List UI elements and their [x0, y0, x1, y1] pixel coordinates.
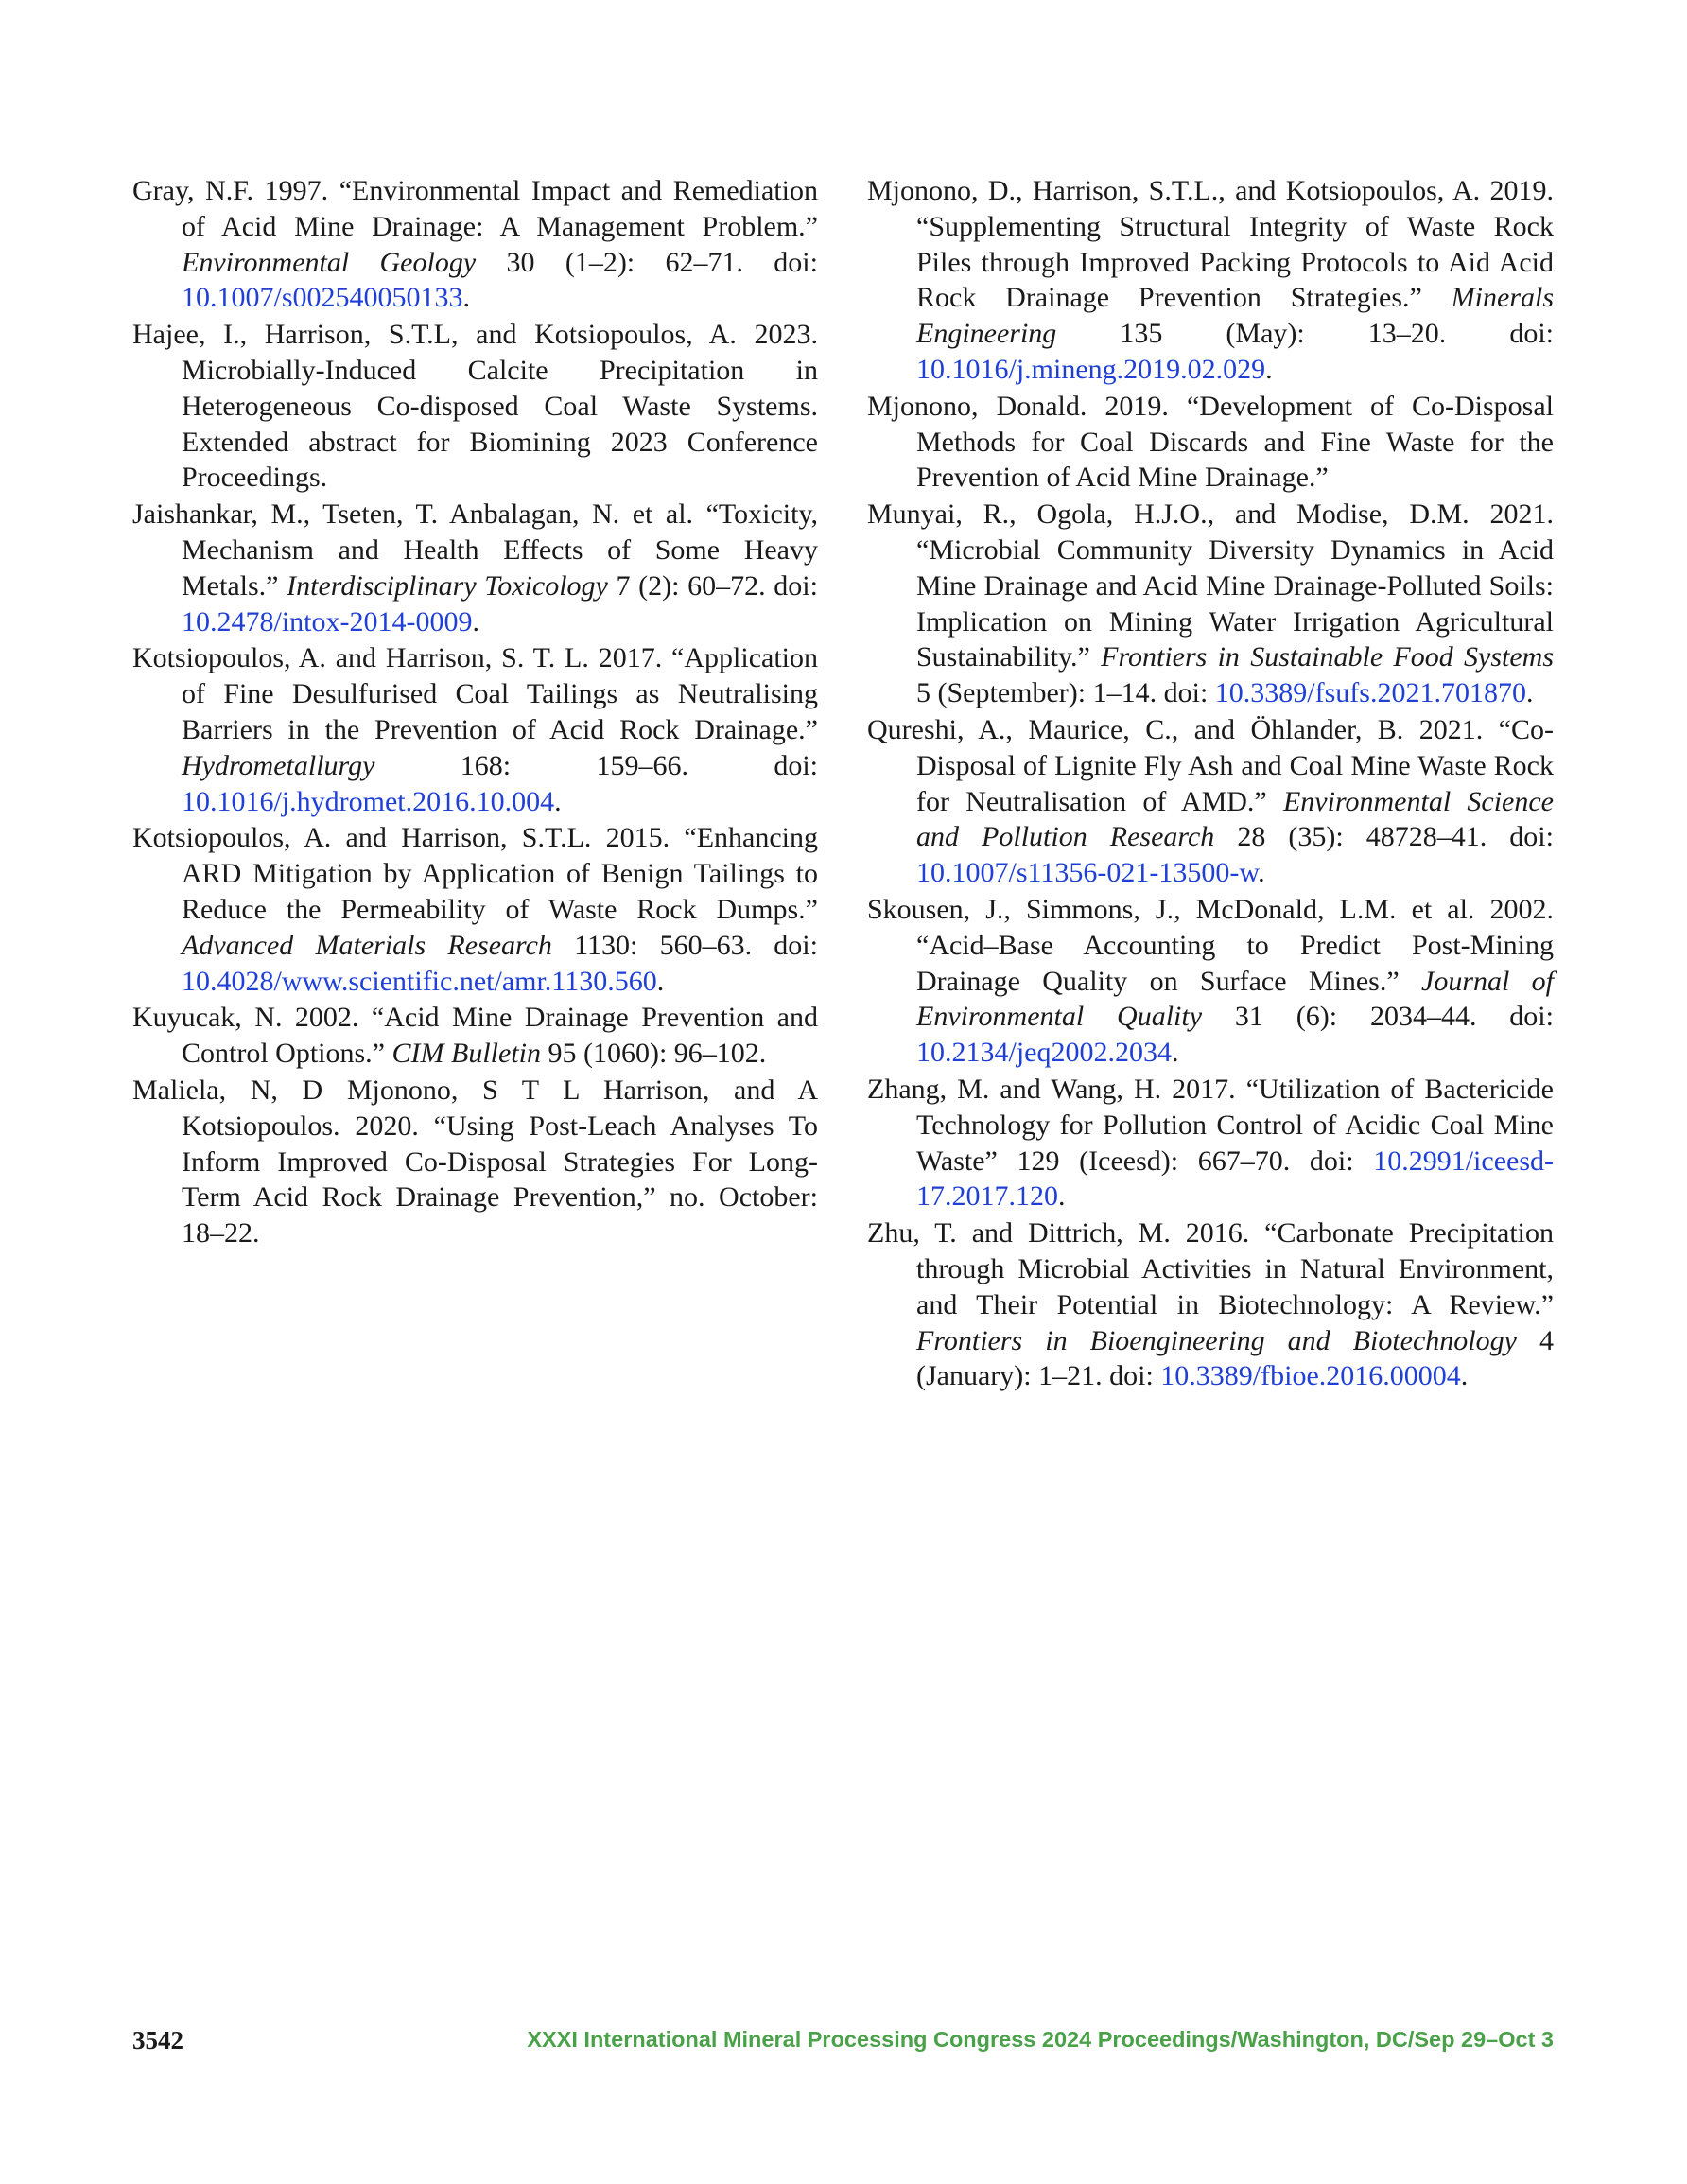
- reference-end-punctuation: .: [462, 282, 471, 314]
- reference-end-punctuation: .: [1525, 677, 1534, 709]
- reference-end-punctuation: .: [472, 605, 479, 638]
- reference-text: Munyai, R., Ogola, H.J.O., and Modise, D.M. 2021. “Microbial Community Diversity Dynamics in Acid Mine Drainage and Acid Mine Drainage-Polluted Soils: Implication on Mining Water Irrigation Agricultural Sustainability.”: [867, 498, 1554, 673]
- reference-text: Kuyucak, N. 2002. “Acid Mine Drainage Prevention and Control Options.”: [132, 1002, 818, 1070]
- journal-title: Frontiers in Sustainable Food Systems: [1101, 641, 1554, 673]
- reference-end-punctuation: .: [1258, 857, 1265, 889]
- journal-title: Environmental Geology: [182, 246, 477, 278]
- running-footer-title: XXXI International Mineral Processing Congress 2024 Proceedings/Washington, DC/Sep 29–Oct 3: [527, 2027, 1554, 2052]
- reference-details: 31 (6): 2034–44. doi:: [1202, 1001, 1554, 1033]
- reference-text: Kotsiopoulos, A. and Harrison, S.T.L. 2015. “Enhancing ARD Mitigation by Application of Benign Tailings to Reduce the Permeability of Waste Rock Dumps.”: [132, 822, 818, 925]
- reference-entry: [867, 173, 1554, 388]
- journal-title: Hydrometallurgy: [182, 749, 375, 781]
- journal-title: Environmental Science and Pollution Research: [916, 785, 1554, 853]
- doi-link[interactable]: 10.1016/j.mineng.2019.02.029: [916, 353, 1266, 385]
- reference-text: Kotsiopoulos, A. and Harrison, S. T. L. 2017. “Application of Fine Desulfurised Coal Tailings as Neutralising Barriers in the Prevention of Acid Rock Drainage.”: [132, 642, 818, 745]
- reference-entry: [867, 497, 1554, 711]
- reference-text: Mjonono, D., Harrison, S.T.L., and Kotsiopoulos, A. 2019. “Supplementing Structural Integrity of Waste Rock Piles through Improved Packing Protocols to Aid Acid Rock Drainage Prevention Strategies.”: [867, 175, 1554, 314]
- doi-link[interactable]: 10.2134/jeq2002.2034: [916, 1037, 1172, 1069]
- reference-end-punctuation: .: [1460, 1360, 1469, 1392]
- reference-details: 30 (1–2): 62–71. doi:: [476, 246, 818, 278]
- reference-details: 168: 159–66. doi:: [374, 749, 818, 781]
- journal-title: CIM Bulletin: [391, 1038, 541, 1070]
- doi-link[interactable]: 10.1007/s002540050133: [182, 282, 463, 314]
- reference-end-punctuation: .: [656, 965, 665, 997]
- doi-link[interactable]: 10.3389/fbioe.2016.00004: [1160, 1360, 1461, 1392]
- reference-entry: [132, 640, 818, 819]
- doi-link[interactable]: 10.4028/www.scientific.net/amr.1130.560: [182, 965, 657, 997]
- reference-entry: [867, 712, 1554, 891]
- reference-text: Qureshi, A., Maurice, C., and Öhlander, B. 2021. “Co-Disposal of Lignite Fly Ash and Coal Mine Waste Rock for Neutralisation of AMD.”: [867, 713, 1554, 817]
- reference-details: 135 (May): 13–20. doi:: [1056, 318, 1554, 350]
- reference-details: 95 (1060): 96–102.: [540, 1038, 767, 1070]
- reference-details: 28 (35): 48728–41. doi:: [1214, 821, 1554, 853]
- page-footer: [132, 2026, 1554, 2064]
- reference-end-punctuation: .: [1058, 1180, 1066, 1213]
- reference-text: Mjonono, Donald. 2019. “Development of Co-Disposal Methods for Coal Discards and Fine Waste for the Prevention of Acid Mine Drainage.”: [867, 390, 1554, 494]
- doi-link[interactable]: 10.3389/fsufs.2021.701870: [1214, 677, 1526, 709]
- doi-link[interactable]: 10.1007/s11356-021-13500-w: [916, 857, 1259, 889]
- reference-details: 1130: 560–63. doi:: [551, 929, 818, 961]
- doi-link[interactable]: 10.2478/intox-2014-0009: [182, 605, 473, 638]
- doi-link[interactable]: 10.2991/iceesd-17.2017.120: [916, 1144, 1554, 1213]
- references-column-left: [132, 173, 818, 1252]
- reference-end-punctuation: .: [1265, 353, 1273, 385]
- reference-details: 7 (2): 60–72. doi:: [607, 569, 818, 602]
- reference-details: 5 (September): 1–14. doi:: [916, 677, 1215, 709]
- reference-entry: [867, 389, 1554, 496]
- reference-details: 4 (January): 1–21. doi:: [916, 1324, 1554, 1392]
- journal-title: Journal of Environmental Quality: [916, 965, 1554, 1033]
- page-number: 3542: [132, 2026, 183, 2054]
- journal-title: Interdisciplinary Toxicology: [287, 569, 608, 602]
- doi-link[interactable]: 10.1016/j.hydromet.2016.10.004: [182, 785, 555, 817]
- reference-entry: [867, 892, 1554, 1071]
- reference-text: Jaishankar, M., Tseten, T. Anbalagan, N. et al. “Toxicity, Mechanism and Health Effects of Some Heavy Metals.”: [132, 498, 818, 602]
- reference-entry: [132, 1073, 818, 1251]
- reference-entry: [132, 1000, 818, 1072]
- reference-entry: [132, 173, 818, 316]
- reference-entry: [132, 317, 818, 496]
- journal-title: Minerals Engineering: [916, 282, 1554, 350]
- reference-end-punctuation: .: [1172, 1037, 1179, 1069]
- reference-entry: [132, 820, 818, 999]
- reference-text: Hajee, I., Harrison, S.T.L, and Kotsiopoulos, A. 2023. Microbially-Induced Calcite Precipitation in Heterogeneous Co-disposed Coal Waste Systems. Extended abstract for Biomining 2023 Conference Proceedings.: [132, 319, 818, 494]
- reference-entry: [867, 1072, 1554, 1214]
- reference-text: Zhang, M. and Wang, H. 2017. “Utilization of Bactericide Technology for Pollution Control of Acidic Coal Mine Waste” 129 (Iceesd): 667–70. doi:: [867, 1073, 1554, 1177]
- reference-end-punctuation: .: [554, 785, 562, 817]
- journal-title: Frontiers in Bioengineering and Biotechnology: [916, 1324, 1517, 1356]
- reference-entry: [867, 1215, 1554, 1394]
- reference-entry: [132, 497, 818, 639]
- reference-text: Gray, N.F. 1997. “Environmental Impact and Remediation of Acid Mine Drainage: A Management Problem.”: [132, 175, 818, 242]
- references-column-right: [867, 173, 1554, 1395]
- reference-text: Maliela, N, D Mjonono, S T L Harrison, and A Kotsiopoulos. 2020. “Using Post-Leach Analyses To Inform Improved Co-Disposal Strategies For Long-Term Acid Rock Drainage Prevention,” no. October: 18–22.: [132, 1074, 818, 1249]
- reference-text: Skousen, J., Simmons, J., McDonald, L.M. et al. 2002. “Acid–Base Accounting to Predict Post-Mining Drainage Quality on Surface Mines.”: [867, 893, 1554, 997]
- journal-title: Advanced Materials Research: [182, 929, 552, 961]
- reference-text: Zhu, T. and Dittrich, M. 2016. “Carbonate Precipitation through Microbial Activities in Natural Environment, and Their Potential in Biotechnology: A Review.”: [867, 1217, 1554, 1320]
